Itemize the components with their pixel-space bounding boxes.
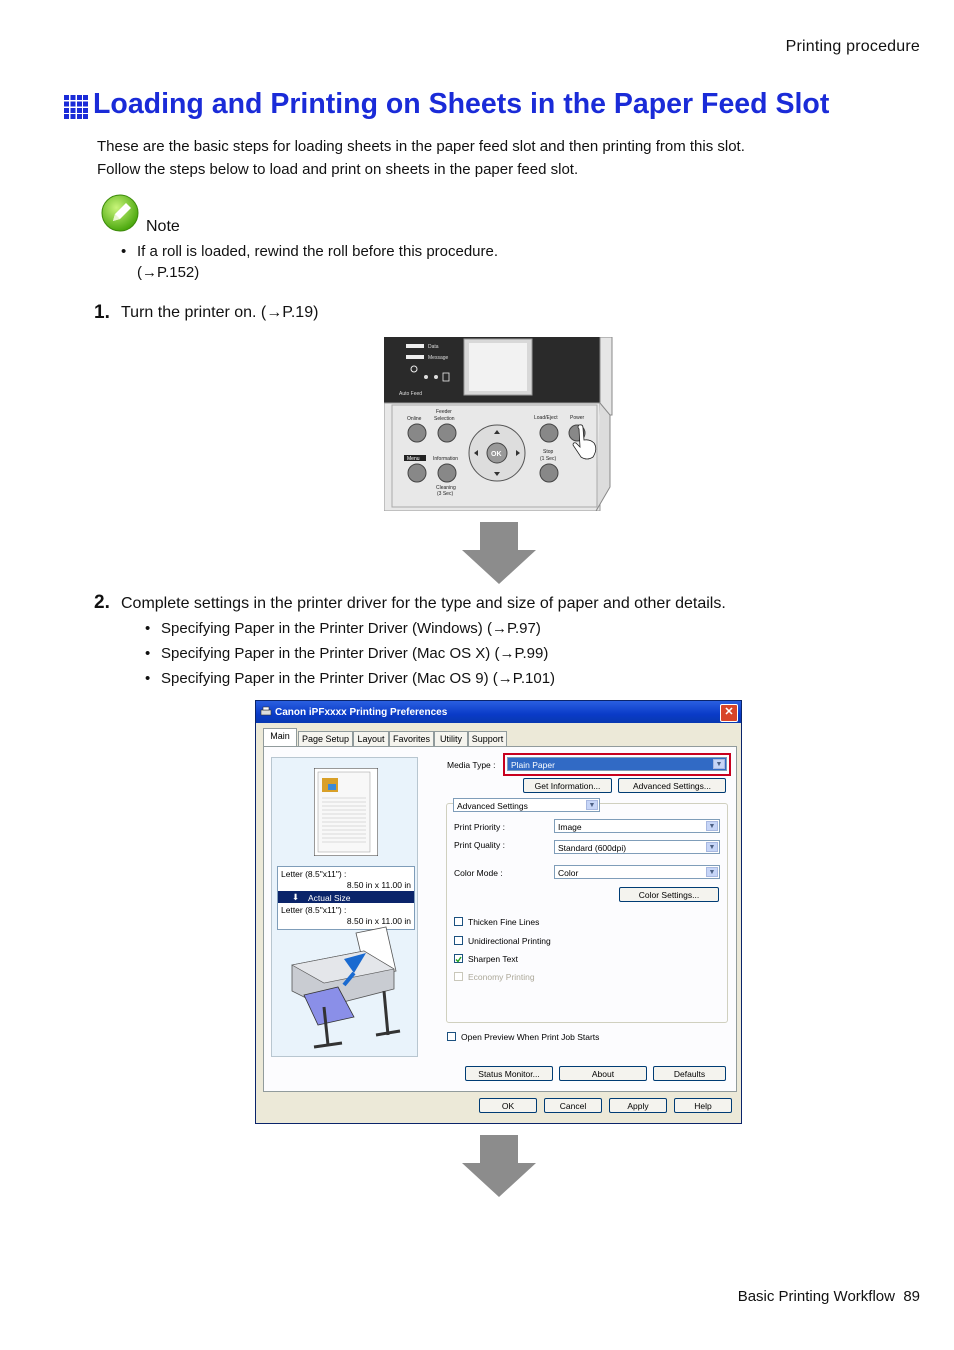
panel-stop-label-1: Stop: [543, 449, 554, 455]
help-button[interactable]: Help: [674, 1098, 732, 1113]
step-1-text: Turn the printer on. (→P.19): [121, 304, 319, 321]
panel-feeder-label-1: Feeder: [436, 409, 452, 415]
arrow-down-small-icon: ⬇: [292, 892, 300, 902]
ok-button[interactable]: OK: [479, 1098, 537, 1113]
print-quality-value: Standard (600dpi): [558, 843, 627, 853]
step-2-link-windows[interactable]: Specifying Paper in the Printer Driver (Windows) (→P.97): [161, 620, 541, 637]
media-type-select[interactable]: [507, 757, 727, 771]
step-2-number: 2.: [94, 592, 110, 613]
tab-layout[interactable]: Layout: [353, 731, 389, 747]
checkmark-icon: [455, 956, 462, 963]
panel-cleaning-label-2: (3 Sec): [437, 491, 454, 497]
settings-mode-value: Advanced Settings: [457, 801, 528, 811]
note-item-line-1: If a roll is loaded, rewind the roll before this procedure.: [137, 243, 499, 260]
sharpen-text-checkbox[interactable]: [454, 954, 463, 963]
note-item-line-2: (→P.152): [137, 264, 200, 281]
step-2-link-macosx[interactable]: Specifying Paper in the Printer Driver (Mac OS X) (→P.99): [161, 645, 549, 662]
down-arrow-icon: [462, 1135, 536, 1197]
chevron-down-icon[interactable]: ▼: [706, 842, 718, 852]
panel-auto-feed-label: Auto Feed: [399, 391, 423, 397]
down-arrow-icon: [462, 522, 536, 584]
note-bullet: •: [121, 243, 127, 260]
thicken-fine-lines-label: Thicken Fine Lines: [468, 917, 540, 927]
step-2-bullet: •: [145, 670, 151, 687]
panel-ok-label: OK: [491, 451, 502, 458]
panel-message-label: Message: [428, 355, 449, 361]
printing-preferences-dialog: [255, 700, 742, 1124]
step-2-bullet: •: [145, 645, 151, 662]
panel-load-eject-label: Load/Eject: [534, 415, 558, 421]
output-size-value: 8.50 in x 11.00 in: [346, 916, 411, 926]
open-preview-label: Open Preview When Print Job Starts: [461, 1032, 600, 1042]
panel-data-label: Data: [428, 344, 439, 350]
economy-printing-checkbox[interactable]: [454, 972, 463, 981]
tab-main[interactable]: Main: [263, 728, 297, 748]
footer-section: Basic Printing Workflow: [737, 1288, 895, 1305]
print-priority-label: Print Priority :: [454, 822, 506, 832]
printer-control-panel-illustration: [384, 337, 614, 511]
section-grid-icon: [64, 95, 88, 119]
unidirectional-printing-label: Unidirectional Printing: [468, 936, 551, 946]
running-header: Printing procedure: [785, 38, 920, 55]
advanced-settings-button[interactable]: Advanced Settings...: [618, 778, 726, 793]
print-quality-label: Print Quality :: [454, 840, 506, 850]
dialog-title-bar: [256, 701, 741, 723]
settings-mode-select[interactable]: [453, 798, 600, 812]
panel-feeder-label-2: Selection: [434, 416, 455, 422]
printer-feed-illustration: [284, 925, 408, 1053]
step-1-number: 1.: [94, 302, 110, 323]
sharpen-text-label: Sharpen Text: [468, 954, 518, 964]
apply-button[interactable]: Apply: [609, 1098, 667, 1113]
media-type-label: Media Type :: [447, 760, 496, 770]
chevron-down-icon[interactable]: ▼: [713, 759, 725, 769]
open-preview-checkbox[interactable]: [447, 1032, 456, 1041]
page-number: 89: [903, 1288, 920, 1305]
economy-printing-label: Economy Printing: [468, 972, 535, 982]
thicken-fine-lines-checkbox[interactable]: [454, 917, 463, 926]
media-type-value: Plain Paper: [511, 760, 555, 770]
panel-power-label: Power: [570, 415, 585, 421]
source-size-value: 8.50 in x 11.00 in: [346, 880, 411, 890]
panel-information-label: Information: [433, 456, 459, 462]
page-preview-thumbnail: [314, 768, 378, 856]
status-monitor-button[interactable]: Status Monitor...: [465, 1066, 553, 1081]
defaults-button[interactable]: Defaults: [653, 1066, 726, 1081]
output-size-label: Letter (8.5"x11") :: [281, 905, 347, 915]
note-pencil-icon: [100, 194, 140, 232]
panel-cleaning-label-1: Cleaning: [436, 485, 456, 491]
page-footer: [738, 1288, 920, 1305]
color-settings-button[interactable]: Color Settings...: [619, 887, 719, 902]
source-size-label: Letter (8.5"x11") :: [281, 869, 347, 879]
get-information-button[interactable]: Get Information...: [523, 778, 612, 793]
unidirectional-printing-checkbox[interactable]: [454, 936, 463, 945]
tab-page-setup[interactable]: Page Setup: [298, 731, 353, 747]
intro-line-1: These are the basic steps for loading sheets in the paper feed slot and then printing from this slot.: [97, 138, 745, 155]
chevron-down-icon[interactable]: ▼: [586, 800, 598, 810]
note-label: Note: [146, 218, 180, 235]
step-2-link-macos9[interactable]: Specifying Paper in the Printer Driver (Mac OS 9) (→P.101): [161, 670, 556, 687]
chevron-down-icon[interactable]: ▼: [706, 821, 718, 831]
tab-support[interactable]: Support: [468, 731, 507, 747]
color-mode-value: Color: [558, 868, 579, 878]
page-title: Loading and Printing on Sheets in the Paper Feed Slot: [93, 88, 830, 120]
step-2-text: Complete settings in the printer driver for the type and size of paper and other details.: [121, 595, 726, 612]
cancel-button[interactable]: Cancel: [544, 1098, 602, 1113]
about-button[interactable]: About: [559, 1066, 647, 1081]
chevron-down-icon[interactable]: ▼: [706, 867, 718, 877]
actual-size-label: Actual Size: [308, 893, 351, 903]
color-mode-select[interactable]: [554, 865, 720, 879]
paper-size-summary: [277, 866, 415, 930]
step-2-bullet: •: [145, 620, 151, 637]
printer-icon: [260, 706, 272, 718]
tab-favorites[interactable]: Favorites: [389, 731, 434, 747]
color-mode-label: Color Mode :: [454, 868, 503, 878]
print-priority-value: Image: [558, 822, 582, 832]
panel-online-label: Online: [407, 416, 422, 422]
dialog-title: Canon iPFxxxx Printing Preferences: [275, 707, 448, 718]
tab-utility[interactable]: Utility: [434, 731, 468, 747]
print-quality-select[interactable]: [554, 840, 720, 854]
panel-stop-label-2: (1 Sec): [540, 456, 557, 462]
panel-menu-label: Menu: [407, 456, 420, 462]
print-priority-select[interactable]: [554, 819, 720, 833]
close-button[interactable]: ✕: [720, 704, 738, 722]
intro-line-2: Follow the steps below to load and print on sheets in the paper feed slot.: [97, 161, 579, 178]
settings-group: [446, 803, 728, 1023]
